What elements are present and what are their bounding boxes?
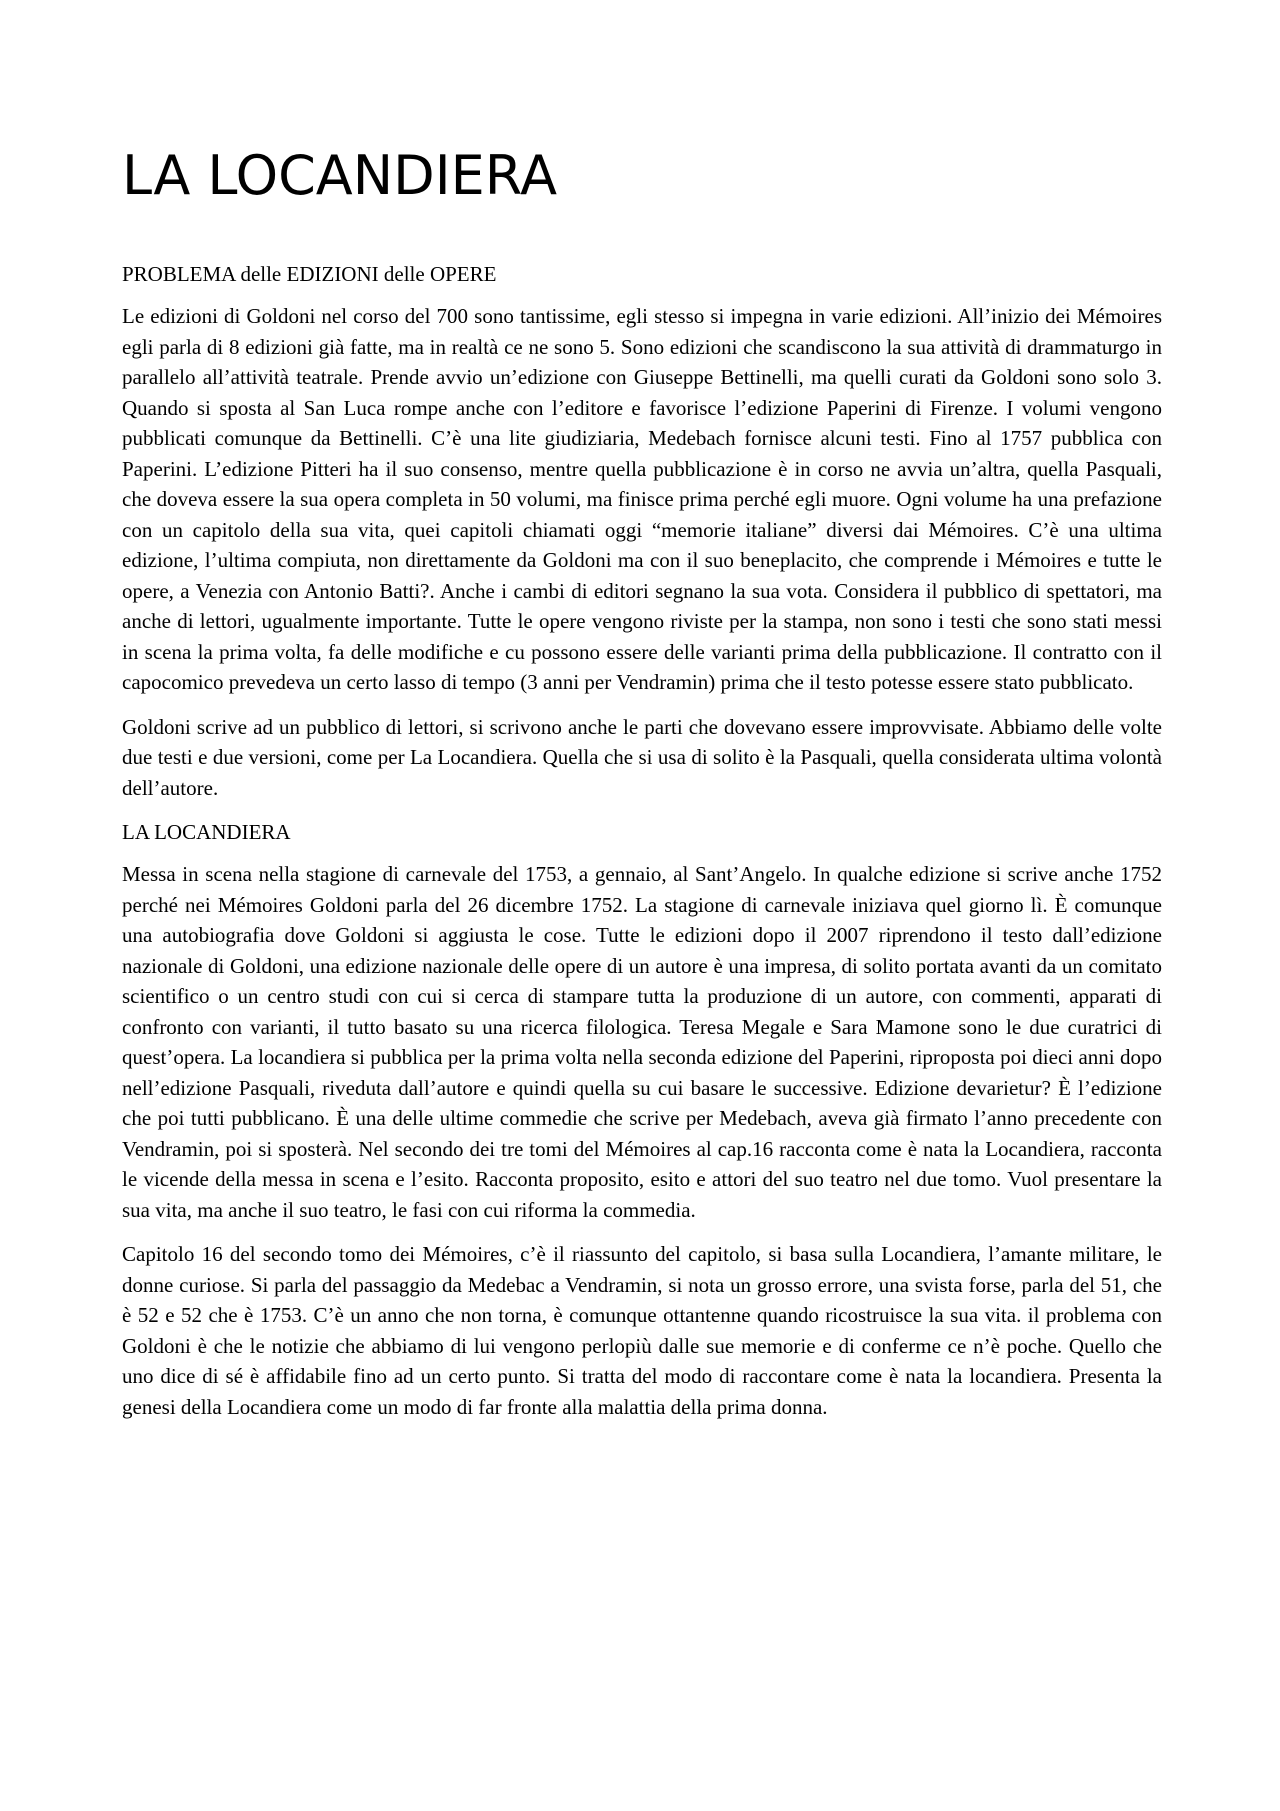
document-title: LA LOCANDIERA (122, 144, 558, 207)
paragraph: Le edizioni di Goldoni nel corso del 700 sono tantissime, egli stesso si impegna in varie edizioni. All’inizio dei Mémoires egli parla di 8 edizioni già fatte, ma in realtà ce ne sono 5. Sono edizioni che scandiscono la sua attività di drammaturgo in parallelo all’attività teatrale. Prende avvio un’edizione con Giuseppe Bettinelli, ma quelli curati da Goldoni sono solo 3. Quando si sposta al San Luca rompe anche con l’editore e favorisce l’edizione Paperini di Firenze. I volumi vengono pubblicati comunque da Bettinelli. C’è una lite giudiziaria, Medebach fornisce alcuni testi. Fino al 1757 pubblica con Paperini. L’edizione Pitteri ha il suo consenso, mentre quella pubblicazione è in corso ne avvia un’altra, quella Pasquali, che doveva essere la sua opera completa in 50 volumi, ma finisce prima perché egli muore. Ogni volume ha una prefazione con un capitolo della sua vita, quei capitoli chiamati oggi “memorie italiane” diversi dai Mémoires. C’è una ultima edizione, l’ultima compiuta, non direttamente da Goldoni ma con il suo beneplacito, che comprende i Mémoires e tutte le opere, a Venezia con Antonio Batti?. Anche i cambi di editori segnano la sua vota. Considera il pubblico di spettatori, ma anche di lettori, ugualmente importante. Tutte le opere vengono riviste per la stampa, non sono i testi che sono stati messi in scena la prima volta, fa delle modifiche e cu possono essere delle varianti prima della pubblicazione. Il contratto con il capocomico prevedeva un certo lasso di tempo (3 anni per Vendramin) prima che il testo potesse essere stato pubblicato. (122, 304, 1162, 695)
section-heading-editions: PROBLEMA delle EDIZIONI delle OPERE (122, 262, 497, 287)
section-heading-locandiera: LA LOCANDIERA (122, 820, 291, 845)
paragraph: Messa in scena nella stagione di carnevale del 1753, a gennaio, al Sant’Angelo. In qualche edizione si scrive anche 1752 perché nei Mémoires Goldoni parla del 26 dicembre 1752. La stagione di carnevale iniziava quel giorno lì. È comunque una autobiografia dove Goldoni si aggiusta le cose. Tutte le edizioni dopo il 2007 riprendono il testo dall’edizione nazionale di Goldoni, una edizione nazionale delle opere di un autore è una impresa, di solito portata avanti da un comitato scientifico o un centro studi con cui si cerca di stampare tutta la produzione di un autore, con commenti, apparati di confronto con varianti, il tutto basato su una ricerca filologica. Teresa Megale e Sara Mamone sono le due curatrici di quest’opera. La locandiera si pubblica per la prima volta nella seconda edizione del Paperini, riproposta poi dieci anni dopo nell’edizione Pasquali, riveduta dall’autore e quindi quella su cui basare le successive. Edizione devarietur? È l’edizione che poi tutti pubblicano. È una delle ultime commedie che scrive per Medebach, aveva già firmato l’anno precedente con Vendramin, poi si sposterà. Nel secondo dei tre tomi del Mémoires al cap.16 racconta come è nata la Locandiera, racconta le vicende della messa in scena e l’esito. Racconta proposito, esito e attori del suo teatro nel due tomo. Vuol presentare la sua vita, ma anche il suo teatro, le fasi con cui riforma la commedia. (122, 862, 1162, 1222)
paragraph: Goldoni scrive ad un pubblico di lettori, si scrivono anche le parti che dovevano essere improvvisate. Abbiamo delle volte due testi e due versioni, come per La Locandiera. Quella che si usa di solito è la Pasquali, quella considerata ultima volontà dell’autore. (122, 714, 1162, 800)
paragraph: Capitolo 16 del secondo tomo dei Mémoires, c’è il riassunto del capitolo, si basa sulla Locandiera, l’amante militare, le donne curiose. Si parla del passaggio da Medebac a Vendramin, si nota un grosso errore, una svista forse, parla del 51, che è 52 e 52 che è 1753. C’è un anno che non torna, è comunque ottantenne quando ricostruisce la sua vita. il problema con Goldoni è che le notizie che abbiamo di lui vengono perlopiù dalle sue memorie e di conferme ce n’è poche. Quello che uno dice di sé è affidabile fino ad un certo punto. Si tratta del modo di raccontare come è nata la locandiera. Presenta la genesi della Locandiera come un modo di far fronte alla malattia della prima donna. (122, 1242, 1162, 1419)
